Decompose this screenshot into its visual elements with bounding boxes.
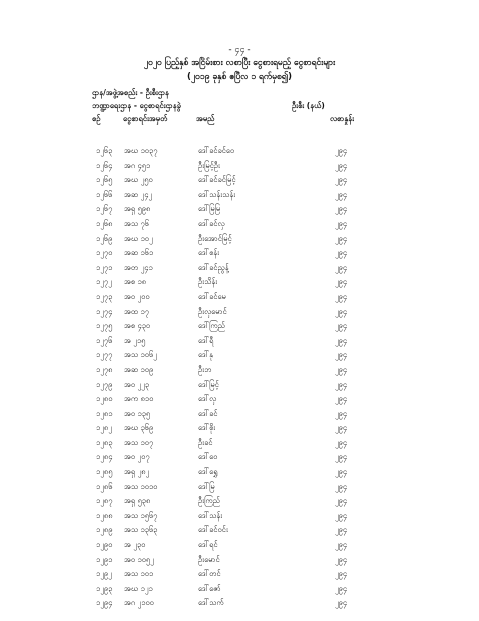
document-title: ၂၀၂၀ ပြည့်နှစ် အငြိမ်းစား လစာပြီး ငွေစားရမည့် ငွေစာရင်းများ bbox=[143, 58, 336, 68]
row-number: ၁၂၉၃ bbox=[96, 583, 113, 593]
row-name: ဦးမောင် bbox=[198, 554, 220, 564]
table-row bbox=[0, 450, 479, 465]
row-name: ဒေါ်ခင်ခင်မြင့် bbox=[198, 175, 236, 185]
row-salary: ၂၉၄ bbox=[335, 233, 348, 243]
row-number: ၁၂၇၂ bbox=[96, 277, 112, 287]
row-account-id: အဃ ၁၀၃၇ bbox=[124, 146, 158, 155]
row-account-id: အသ ၁၀၆၂ bbox=[124, 350, 157, 360]
row-name: ဒေါ်သန်းသန်း bbox=[198, 189, 236, 199]
row-name: ဒေါ်မြင့် bbox=[198, 379, 219, 389]
row-salary: ၂၉၄ bbox=[335, 204, 348, 214]
column-header-id: ငွေစာရင်းအမှတ် bbox=[123, 114, 168, 123]
row-account-id: အဝ ၁၀၅၂ bbox=[124, 554, 154, 564]
row-name: ဦးအောင်မြင့် bbox=[198, 233, 232, 243]
row-account-id: အဆ ၁၆၁ bbox=[124, 248, 154, 258]
row-number: ၁၂၆၇ bbox=[96, 204, 113, 214]
row-number: ၁၂၇၁ bbox=[96, 262, 113, 272]
row-account-id: အသ ၁၀၁၀ bbox=[124, 481, 158, 491]
table-row bbox=[0, 407, 479, 422]
row-name: ဒေါ်ခင်ညွန့် bbox=[198, 262, 229, 272]
table-row bbox=[0, 567, 479, 582]
table-row bbox=[0, 159, 479, 174]
row-number: ၁၂၈၆ bbox=[96, 481, 113, 491]
row-account-id: အ ၂၃၀ bbox=[124, 540, 146, 550]
row-number: ၁၂၈၁ bbox=[96, 408, 113, 418]
table-row bbox=[0, 334, 479, 349]
table-row bbox=[0, 582, 479, 597]
row-number: ၁၂၈၃ bbox=[96, 437, 113, 447]
row-salary: ၂၉၄ bbox=[335, 146, 348, 155]
row-name: ဒေါ်နု bbox=[198, 350, 213, 360]
row-number: ၁၂၉၀ bbox=[96, 540, 113, 550]
row-salary: ၂၉၄ bbox=[335, 350, 348, 360]
row-number: ၁၂၆၃ bbox=[96, 146, 113, 155]
row-name: ဦးလှမောင် bbox=[198, 306, 227, 316]
table-row bbox=[0, 421, 479, 436]
row-salary: ၂၉၄ bbox=[335, 525, 348, 535]
table-row bbox=[0, 523, 479, 538]
row-number: ၁၂၆၈ bbox=[96, 218, 113, 228]
row-number: ၁၂၈၀ bbox=[96, 394, 113, 404]
row-account-id: အဂ ၂၁၀၀ bbox=[124, 598, 154, 608]
row-name: ဒေါ်စန်း bbox=[198, 248, 220, 258]
grade-label: ဦးစီး (နယ်) bbox=[292, 101, 325, 110]
table-row bbox=[0, 144, 479, 159]
row-salary: ၂၉၄ bbox=[335, 540, 348, 550]
table-row bbox=[0, 173, 479, 188]
row-account-id: အတ ၂၄၁ bbox=[124, 262, 153, 272]
row-salary: ၂၉၄ bbox=[335, 189, 348, 199]
row-name: ဦးသိန်း bbox=[198, 277, 218, 287]
row-number: ၁၂၈၉ bbox=[96, 525, 113, 535]
row-number: ၁၂၇၆ bbox=[96, 335, 113, 345]
row-account-id: အဝ ၂၂၃ bbox=[124, 379, 150, 389]
row-number: ၁၂၆၄ bbox=[96, 160, 113, 170]
row-account-id: အသ ၁၀၇ bbox=[124, 437, 154, 447]
row-account-id: အဃ ၁၂၁ bbox=[124, 583, 153, 593]
row-account-id: အဆ ၁၀၉ bbox=[124, 364, 154, 374]
row-number: ၁၂၇၃ bbox=[96, 291, 113, 301]
row-account-id: အဂ ၄၅၁ bbox=[124, 160, 151, 170]
row-salary: ၂၉၄ bbox=[335, 306, 348, 316]
page-number: - ၄၄ - bbox=[228, 45, 251, 55]
row-salary: ၂၉၄ bbox=[335, 335, 348, 345]
row-name: ဒေါ်သက် bbox=[198, 598, 224, 608]
row-account-id: အဃ ၃၆၉ bbox=[124, 423, 154, 433]
table-row bbox=[0, 465, 479, 480]
row-salary: ၂၉၄ bbox=[335, 496, 348, 506]
table-row bbox=[0, 378, 479, 393]
table-row bbox=[0, 217, 479, 232]
row-account-id: အဃ ၁၀၂ bbox=[124, 233, 153, 243]
row-name: ဒေါ်ခင် bbox=[198, 408, 218, 418]
row-name: ဒေါ်ရွှေ bbox=[198, 467, 218, 477]
row-name: ဒေါ်ခင်ဝင်း bbox=[198, 525, 228, 535]
row-name: ဒေါ်ရီ bbox=[198, 335, 214, 345]
table-row bbox=[0, 188, 479, 203]
row-salary: ၂၉၄ bbox=[335, 408, 348, 418]
row-account-id: အသ ၁၀၁ bbox=[124, 569, 154, 579]
table-row bbox=[0, 290, 479, 305]
row-salary: ၂၉၄ bbox=[335, 218, 348, 228]
row-name: ဒေါ်ခင်ခင်ဝေ bbox=[198, 146, 235, 155]
row-name: ဦးကြည် bbox=[198, 496, 220, 506]
row-salary: ၂၉၄ bbox=[335, 379, 348, 389]
row-account-id: အဝ ၂၀၀ bbox=[124, 291, 150, 301]
row-salary: ၂၉၄ bbox=[335, 394, 348, 404]
table-row bbox=[0, 305, 479, 320]
table-row bbox=[0, 363, 479, 378]
row-account-id: အဃ ၂၅၀ bbox=[124, 175, 153, 185]
table-row bbox=[0, 275, 479, 290]
directorate-label: ဘဏ္ဍာရေးဌာန - ငွေစာရင်းဌာနခွဲ bbox=[92, 101, 181, 110]
table-row bbox=[0, 509, 479, 524]
row-salary: ၂၉၄ bbox=[335, 569, 348, 579]
row-salary: ၂၉၄ bbox=[335, 262, 348, 272]
row-number: ၁၂၆၉ bbox=[96, 233, 113, 243]
table-row bbox=[0, 553, 479, 568]
table-row bbox=[0, 392, 479, 407]
row-number: ၁၂၉၁ bbox=[96, 554, 113, 564]
document-subtitle: (၂၀၁၉ ခုနှစ် ဧပြီလ ၁ ရက်မှစ၍) bbox=[186, 72, 293, 82]
row-account-id: အရှ ၅၃၈ bbox=[124, 496, 151, 506]
row-number: ၁၂၇၉ bbox=[96, 379, 113, 389]
row-salary: ၂၉၄ bbox=[335, 437, 348, 447]
row-number: ၁၂၆၅ bbox=[96, 175, 113, 185]
row-salary: ၂၉၄ bbox=[335, 583, 348, 593]
row-number: ၁၂၈၇ bbox=[96, 496, 113, 506]
row-account-id: အဆ ၂၄၂ bbox=[124, 189, 153, 199]
table-row bbox=[0, 538, 479, 553]
row-salary: ၂၉၄ bbox=[335, 554, 348, 564]
row-number: ၁၂၇၇ bbox=[96, 350, 113, 360]
table-row bbox=[0, 261, 479, 276]
row-number: ၁၂၈၅ bbox=[96, 467, 113, 477]
row-name: ဒေါ်ခင်မေ bbox=[198, 291, 226, 301]
row-number: ၁၂၈၂ bbox=[96, 423, 112, 433]
row-name: ဒေါ်ဇော် bbox=[198, 583, 221, 593]
row-number: ၁၂၇၀ bbox=[96, 248, 113, 258]
table-row bbox=[0, 246, 479, 261]
row-name: ဒေါ်လှ bbox=[198, 394, 217, 404]
row-name: ဒေါ်တင် bbox=[198, 569, 221, 579]
row-salary: ၂၉၄ bbox=[335, 175, 348, 185]
row-name: ဦးဘ bbox=[198, 364, 212, 374]
row-name: ဒေါ်စိုး bbox=[198, 423, 216, 433]
row-number: ၁၂၇၅ bbox=[96, 321, 113, 331]
row-account-id: အထ ၁၇ bbox=[124, 306, 149, 316]
table-row bbox=[0, 348, 479, 363]
row-name: ဒေါ်မြမြ bbox=[198, 204, 221, 214]
row-account-id: အစ ၁၈ bbox=[124, 277, 146, 287]
row-number: ၁၂၈၈ bbox=[96, 510, 113, 520]
row-account-id: အသ ၁၃၆၃ bbox=[124, 525, 158, 535]
row-account-id: အဝ ၁၃၅ bbox=[124, 408, 151, 418]
row-salary: ၂၉၄ bbox=[335, 452, 348, 462]
row-account-id: အစ ၄၃၀ bbox=[124, 321, 151, 331]
row-name: ဦးမြင့်ဦး bbox=[198, 160, 220, 170]
row-salary: ၂၉၄ bbox=[335, 467, 348, 477]
row-salary: ၂၉၄ bbox=[335, 364, 348, 374]
row-salary: ၂၉၄ bbox=[335, 598, 348, 608]
row-name: ဦးခင် bbox=[198, 437, 213, 447]
table-row bbox=[0, 596, 479, 611]
table-row bbox=[0, 436, 479, 451]
row-salary: ၂၉၄ bbox=[335, 510, 348, 520]
column-header-salary: လစာနှုန်း bbox=[330, 114, 354, 123]
row-number: ၁၂၉၂ bbox=[96, 569, 112, 579]
column-header-no: စဉ် bbox=[92, 114, 101, 123]
row-salary: ၂၉၄ bbox=[335, 291, 348, 301]
row-account-id: အဝ ၂၀၇ bbox=[124, 452, 150, 462]
row-account-id: အက ၈၁၀ bbox=[124, 394, 154, 404]
row-number: ၁၂၆၆ bbox=[96, 189, 113, 199]
row-account-id: အ ၂၁၅ bbox=[124, 335, 146, 345]
table-row bbox=[0, 232, 479, 247]
row-name: ဒေါ်မြ bbox=[198, 481, 215, 491]
row-name: ဒေါ်ဝေ bbox=[198, 452, 218, 462]
row-salary: ၂၉၄ bbox=[335, 248, 348, 258]
row-account-id: အရှ ၂၈၂ bbox=[124, 467, 150, 477]
row-name: ဒေါ်ကြည် bbox=[198, 321, 225, 331]
row-number: ၁၂၉၄ bbox=[96, 598, 113, 608]
department-label: ဌာန/အဖွဲ့အစည်း - ဦးစီးဌာန bbox=[92, 88, 169, 97]
table-row bbox=[0, 494, 479, 509]
row-number: ၁၂၇၄ bbox=[96, 306, 113, 316]
row-name: ဒေါ်ရင် bbox=[198, 540, 218, 550]
row-salary: ၂၉၄ bbox=[335, 481, 348, 491]
table-row bbox=[0, 480, 479, 495]
row-account-id: အသ ၁၅၆၇ bbox=[124, 510, 158, 520]
table-body bbox=[0, 144, 479, 611]
table-row bbox=[0, 202, 479, 217]
row-account-id: အရှ ၅၉၈ bbox=[124, 204, 151, 214]
row-name: ဒေါ်သန်း bbox=[198, 510, 223, 520]
row-name: ဒေါ်ခင်လှ bbox=[198, 218, 225, 228]
row-number: ၁၂၈၄ bbox=[96, 452, 113, 462]
row-salary: ၂၉၄ bbox=[335, 321, 348, 331]
row-salary: ၂၉၄ bbox=[335, 160, 348, 170]
row-salary: ၂၉၄ bbox=[335, 423, 348, 433]
row-salary: ၂၉၄ bbox=[335, 277, 348, 287]
row-number: ၁၂၇၈ bbox=[96, 364, 113, 374]
row-account-id: အသ ၇၆ bbox=[124, 218, 149, 228]
column-header-name: အမည် bbox=[196, 114, 215, 123]
table-row bbox=[0, 319, 479, 334]
